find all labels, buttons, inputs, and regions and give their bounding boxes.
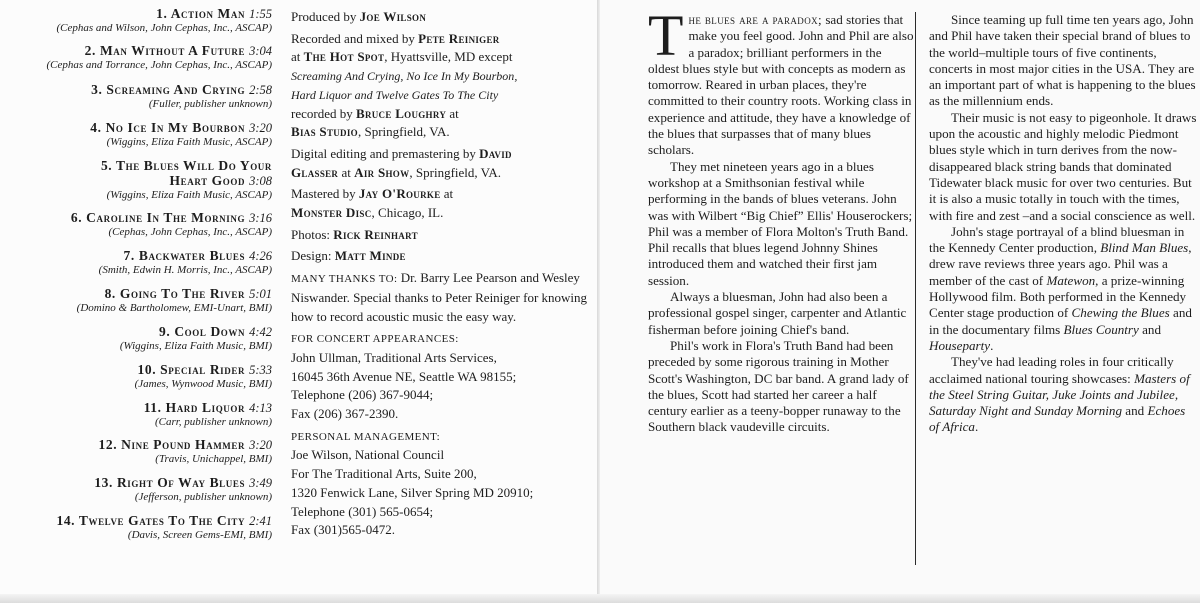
photo-credit: Photos: Rick Reinhart bbox=[291, 226, 418, 242]
studio-name: The Hot Spot bbox=[303, 49, 385, 65]
credits-column bbox=[291, 8, 591, 543]
essay-paragraph: Phil's work in Flora's Truth Band had been preceded by some rigorous training in Mother Scott's Washington, DC bar band. A grand lady of the blues, Scott had started her career a half century earlier as a teeny-bopper runaway to the Southern black vaudeville circuits. bbox=[648, 337, 909, 435]
track-title: 10. Special Rider 5:33 bbox=[137, 362, 272, 377]
essay-paragraph: Always a bluesman, John had also been a professional gospel singer, carpenter and Atlantic fisherman before joining Chief's band. bbox=[648, 289, 907, 337]
engineer-name: Bruce Loughry bbox=[355, 105, 447, 121]
track-item bbox=[0, 43, 272, 72]
recording-credit: Recorded and mixed by Pete Reiniger at The Hot Spot, Hyattsville, MD except Screaming And Crying, No Ice In My Bourbon, Hard Liquor and Twelve Gates To The City recorded by Bruce Loughry at Bias Studio, Springfield, VA. bbox=[291, 30, 518, 140]
essay-paragraph: John's stage portrayal of a blind bluesman in the Kennedy Center production, Blind Man Blues, drew rave reviews three years ago. Phil was a member of the cast of Matewon, a prize-winning Hollywood film. Both performed in the Kennedy Center stage production of Chewing the Blues and in the documentary films Blues Country and Houseparty. bbox=[929, 223, 1192, 353]
masterer-name: Jay O'Rourke bbox=[358, 186, 441, 202]
studio-name: Air Show bbox=[354, 164, 410, 180]
track-time: 5:33 bbox=[249, 363, 272, 377]
thanks-section: MANY THANKS TO: Dr. Barry Lee Pearson and Wesley Niswander. Special thanks to Peter Reiniger for knowing how to record acoustic music the easy way. bbox=[291, 270, 588, 324]
track-item bbox=[0, 286, 272, 315]
essay-paragraph: Their music is not easy to pigeonhole. It draws upon the acoustic and highly melodic Piedmont blues style which in turn derives from the now-disappeared black string bands that dominated Tidewater black music for over two centuries. But it is also a music totally in touch with the times, with fire and zest –and a social conscience as well. bbox=[929, 109, 1197, 223]
track-title: 3. Screaming And Crying 2:58 bbox=[91, 82, 272, 97]
track-item bbox=[0, 475, 272, 504]
track-item bbox=[0, 324, 272, 353]
track-title: 4. No Ice In My Bourbon 3:20 bbox=[90, 120, 272, 135]
track-credit: (Cephas and Wilson, John Cephas, Inc., ASCAP) bbox=[56, 22, 272, 34]
track-credit: (Smith, Edwin H. Morris, Inc., ASCAP) bbox=[98, 264, 272, 276]
track-credit: (Wiggins, Eliza Faith Music, ASCAP) bbox=[106, 189, 272, 201]
track-item bbox=[0, 513, 272, 542]
track-time: 3:49 bbox=[249, 476, 272, 490]
track-title: 6. Caroline In The Morning 3:16 bbox=[70, 210, 272, 225]
track-credit: (Cephas and Torrance, John Cephas, Inc., ASCAP) bbox=[46, 59, 272, 71]
track-item bbox=[0, 120, 272, 149]
track-title: 8. Going To The River 5:01 bbox=[104, 286, 272, 301]
track-time: 5:01 bbox=[249, 287, 272, 301]
essay-column-2 bbox=[929, 12, 1197, 436]
track-title: 9. Cool Down 4:42 bbox=[159, 324, 272, 339]
essay-paragraph: They met nineteen years ago in a blues workshop at a Smithsonian festival while performing in the bands of blues veterans. John was with Wilbert “Big Chief” Ellis' Houserockers; Phil was a member of Flora Molton's Truth Band. Phil recalls that blues legend Johnny Shines introduced them and watched their first jam session. bbox=[648, 158, 913, 288]
track-time: 3:04 bbox=[249, 44, 272, 58]
producer-credit: Produced by Joe Wilson bbox=[291, 9, 427, 24]
mastering-credit: Mastered by Jay O'Rourke at Monster Disc, Chicago, IL. bbox=[291, 186, 454, 221]
track-item bbox=[0, 158, 272, 202]
track-title: 14. Twelve Gates To The City 2:41 bbox=[56, 513, 272, 528]
track-time: 3:20 bbox=[249, 438, 272, 452]
track-time: 3:20 bbox=[249, 121, 272, 135]
track-credit: (Carr, publisher unknown) bbox=[154, 416, 272, 428]
track-credit: (Wiggins, Eliza Faith Music, ASCAP) bbox=[106, 136, 272, 148]
recorder-name: Pete Reiniger bbox=[418, 30, 500, 46]
track-time: 2:58 bbox=[249, 83, 272, 97]
track-credit: (Fuller, publisher unknown) bbox=[148, 98, 272, 110]
track-time: 4:26 bbox=[249, 249, 272, 263]
section-heading: MANY THANKS TO: bbox=[291, 273, 398, 286]
track-time: 4:42 bbox=[249, 325, 272, 339]
section-heading: PERSONAL MANAGEMENT: bbox=[291, 430, 441, 443]
track-title: 12. Nine Pound Hammer 3:20 bbox=[98, 437, 272, 452]
track-credit: (Wiggins, Eliza Faith Music, BMI) bbox=[119, 340, 272, 352]
track-time: 4:13 bbox=[249, 401, 272, 415]
track-credit: (Jefferson, publisher unknown) bbox=[134, 491, 272, 503]
design-credit: Design: Matt Minde bbox=[291, 248, 406, 264]
essay-paragraph: Since teaming up full time ten years ago, John and Phil have taken their special brand of blues to the world–multiple tours of five continents, concerts in most major cities in the USA. They are an important part of what is happening to the blues as the millennium ends. bbox=[929, 12, 1196, 109]
column-rule bbox=[915, 12, 916, 565]
track-item bbox=[0, 437, 272, 466]
track-credit: (Domino & Bartholomew, EMI-Unart, BMI) bbox=[76, 302, 272, 314]
track-title: 2. Man Without A Future 3:04 bbox=[84, 43, 272, 58]
management-section: PERSONAL MANAGEMENT: Joe Wilson, National Council For The Traditional Arts, Suite 200, 1320 Fenwick Lane, Silver Spring MD 20910; Telephone (301) 565-0654; Fax (301)565-0472. bbox=[291, 430, 534, 538]
track-title: 7. Backwater Blues 4:26 bbox=[123, 248, 272, 263]
track-time: 2:41 bbox=[249, 514, 272, 528]
track-item bbox=[0, 400, 272, 429]
track-time: 3:16 bbox=[249, 211, 272, 225]
concert-section: FOR CONCERT APPEARANCES: John Ullman, Traditional Arts Services, 16045 36th Avenue NE, Seattle WA 98155; Telephone (206) 367-9044; Fax (206) 367-2390. bbox=[291, 333, 517, 422]
track-item bbox=[0, 248, 272, 277]
digital-credit: Digital editing and premastering by David Glasser at Air Show, Springfield, VA. bbox=[291, 145, 512, 180]
studio-name: Monster Disc bbox=[291, 205, 372, 221]
track-credit: (Davis, Screen Gems-EMI, BMI) bbox=[127, 529, 272, 541]
track-title: 5. The Blues Will Do Your bbox=[100, 158, 272, 173]
track-credit: (Cephas, John Cephas, Inc., ASCAP) bbox=[108, 226, 272, 238]
drop-cap: T bbox=[648, 3, 684, 68]
track-credit: (Travis, Unichappel, BMI) bbox=[155, 453, 272, 465]
track-title: 13. Right Of Way Blues 3:49 bbox=[94, 475, 272, 490]
essay-paragraph: The blues are a paradox; sad stories that make you feel good. John and Phil are also a paradox; brilliant performers in the oldest blues style but with concepts as modern as tomorrow. Reared in urban places, they're committed to their country roots. Working class in experience and attitude, they have a knowledge of the blues that surpasses that of many blues scholars. bbox=[648, 3, 914, 158]
left-page bbox=[0, 0, 597, 603]
track-item bbox=[0, 82, 272, 111]
studio-name: Bias Studio bbox=[291, 124, 358, 140]
essay-column-1 bbox=[648, 3, 916, 436]
page-bottom-edge bbox=[0, 594, 1200, 603]
section-heading: FOR CONCERT APPEARANCES: bbox=[291, 333, 459, 346]
essay-paragraph: They've had leading roles in four critically acclaimed national touring showcases: Masters of the Steel String Guitar, Juke Joints and Jubilee, Saturday Night and Sunday Morning and Echoes of Africa. bbox=[929, 354, 1190, 435]
track-time: 1:55 bbox=[249, 7, 272, 21]
track-item bbox=[0, 362, 272, 391]
track-item bbox=[0, 6, 272, 35]
track-item bbox=[0, 210, 272, 239]
producer-name: Joe Wilson bbox=[359, 9, 427, 24]
track-title: 1. Action Man 1:55 bbox=[156, 6, 272, 21]
track-title-continued: Heart Good 3:08 bbox=[169, 173, 272, 188]
track-credit: (James, Wynwood Music, BMI) bbox=[134, 378, 272, 390]
track-time: 3:08 bbox=[249, 174, 272, 188]
track-title: 11. Hard Liquor 4:13 bbox=[143, 400, 272, 415]
